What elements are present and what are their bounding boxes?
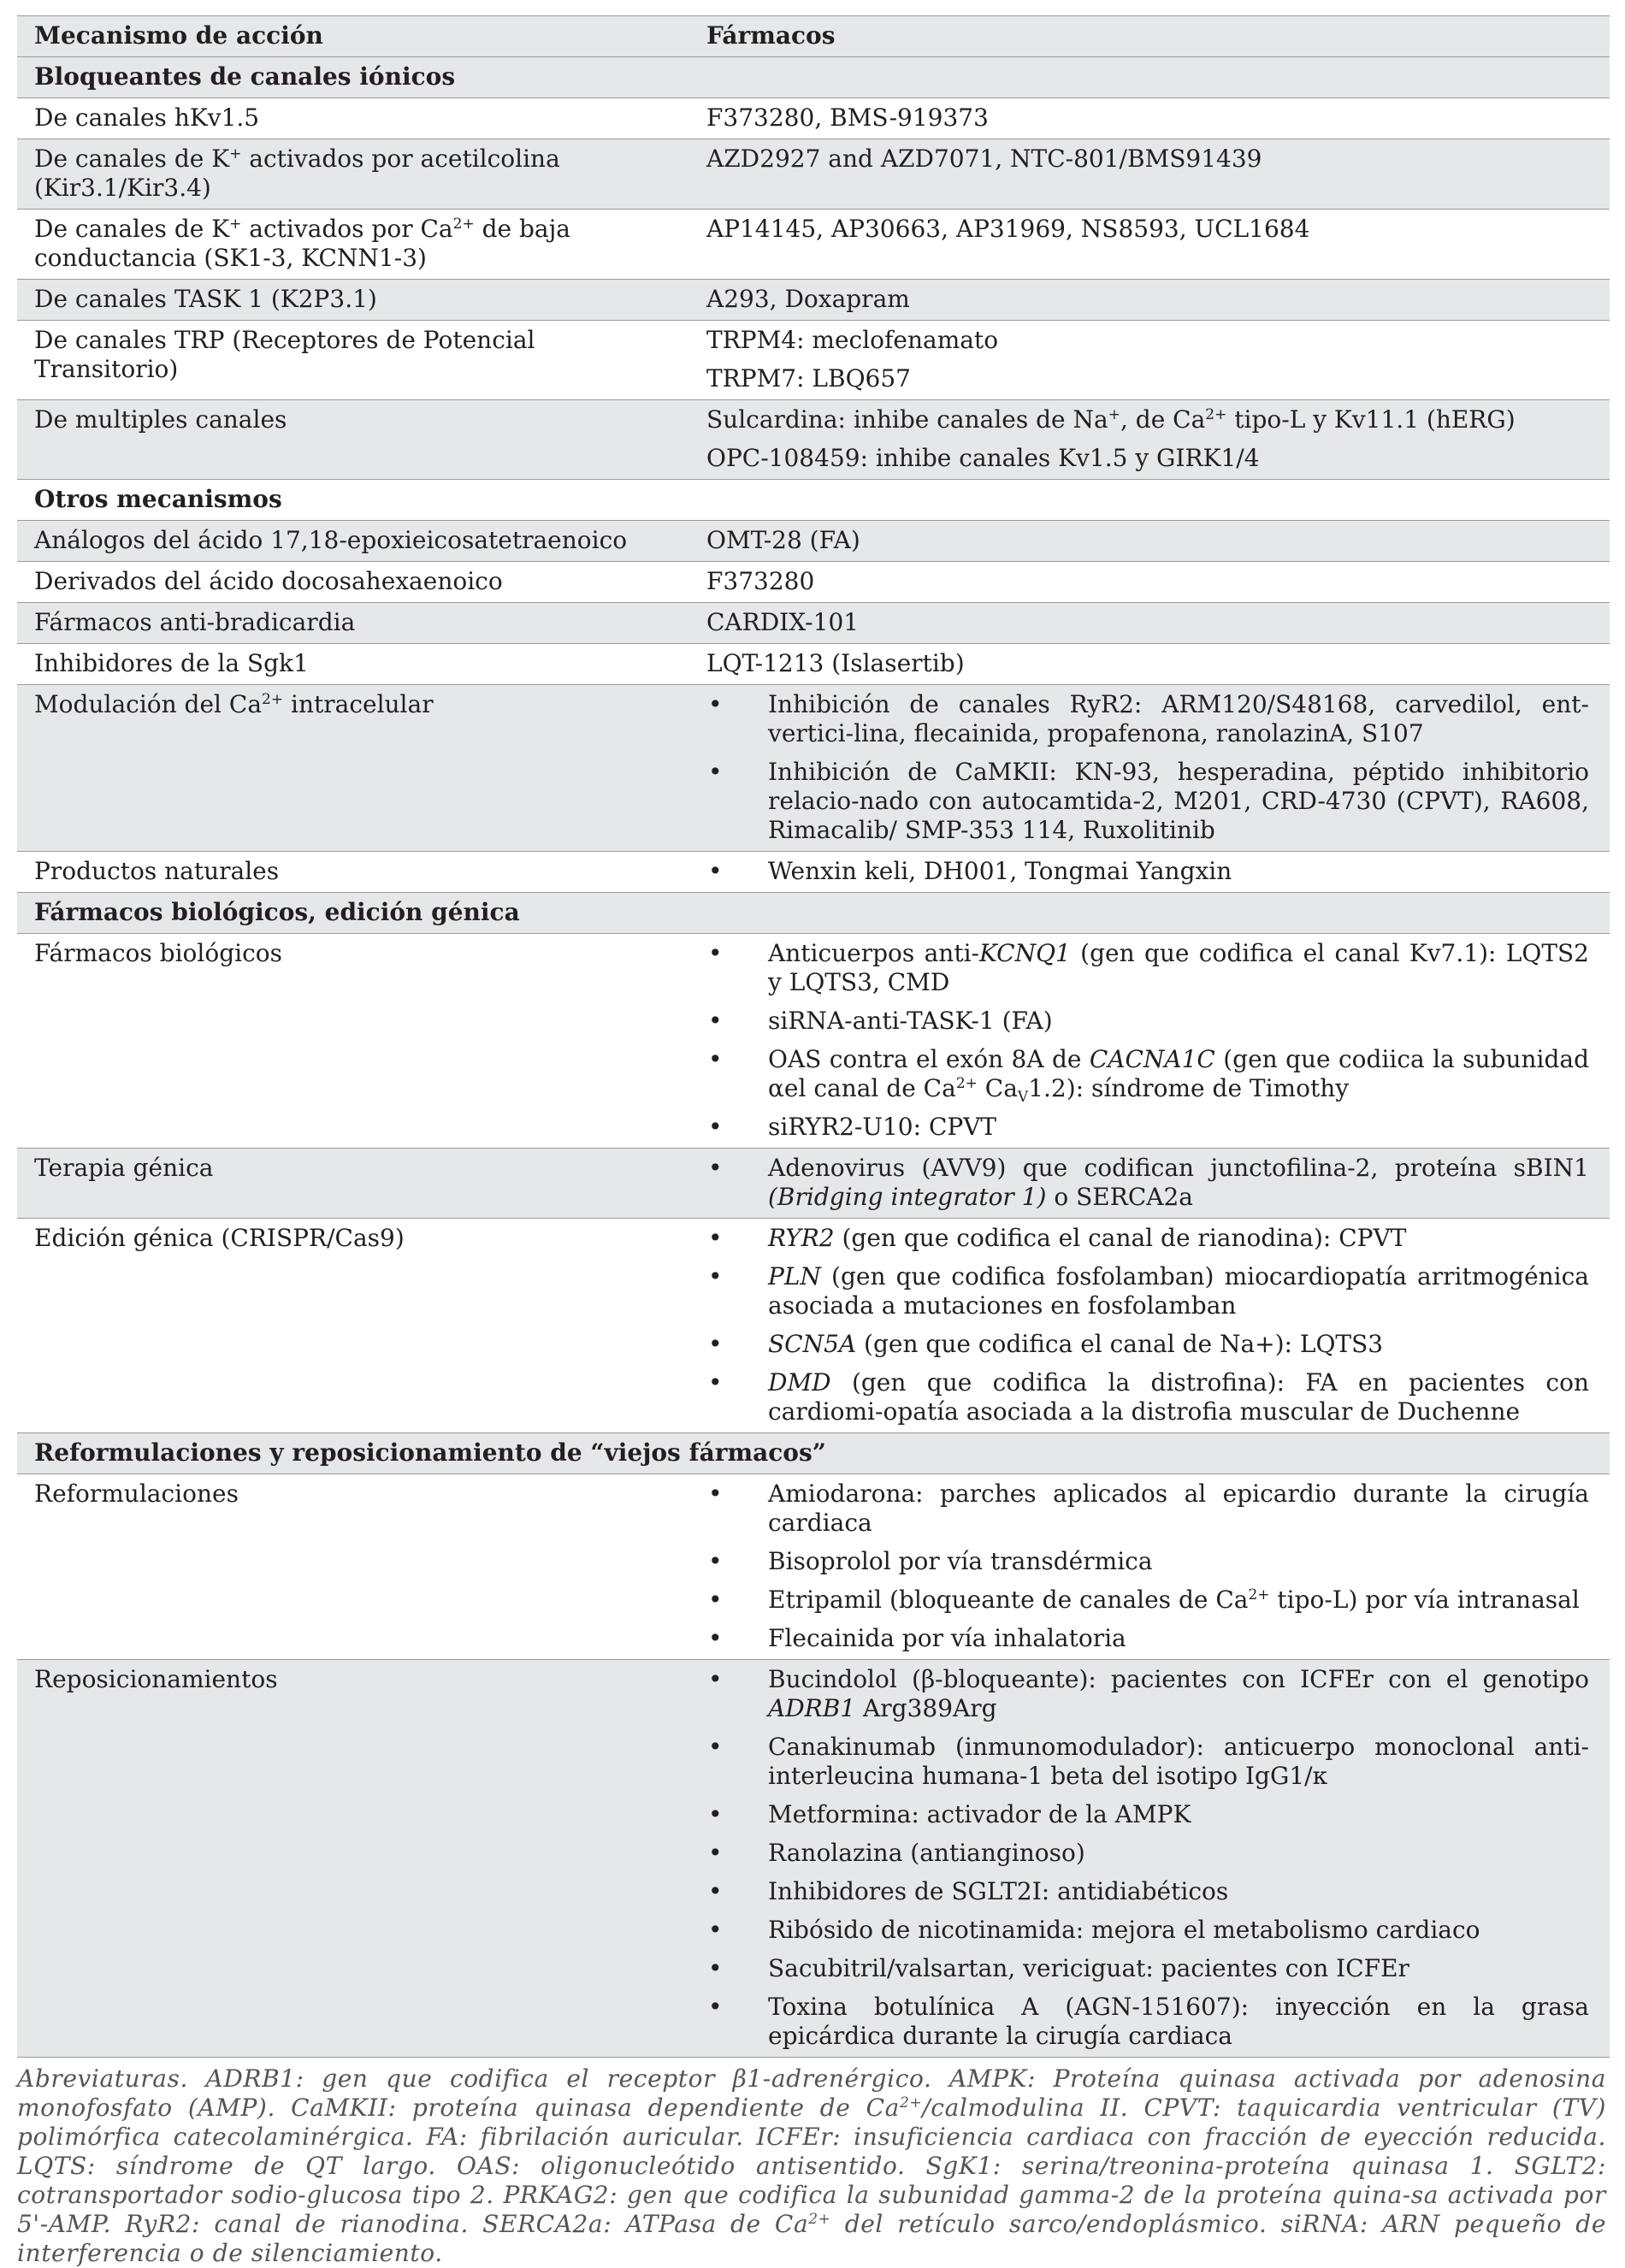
mechanism-cell: Terapia génica — [17, 1149, 689, 1219]
drugs-cell — [689, 1660, 1610, 2058]
table-body — [17, 57, 1610, 2058]
drug-list — [706, 939, 1601, 1142]
table-row — [17, 934, 1610, 1149]
drug-list-item — [706, 758, 1601, 845]
table-row — [17, 139, 1610, 210]
table-row — [17, 321, 1610, 400]
drug-list-item — [706, 1154, 1601, 1212]
mechanism-cell: Reformulaciones — [17, 1474, 689, 1660]
drug-text: OAS contra el exón 8A de CACNA1C (gen que codiica la subunidad αel canal de $Ca^{2+}$ $Ca_V1.2$): síndrome de Timothy — [768, 1045, 1590, 1106]
drugs-cell — [689, 210, 1610, 280]
drugs-cell — [689, 400, 1610, 480]
mechanism-cell: De canales de K+ activados por acetilcolina (Kir3.1/Kir3.4) — [17, 139, 689, 210]
drug-text: Ranolazina (antianginoso) — [768, 1839, 1085, 1867]
drug-list-item — [706, 1733, 1601, 1791]
drug-text: Toxina botulínica A (AGN-151607): inyección en la grasa epicárdica durante la cirugía cardiaca — [768, 1993, 1589, 2050]
drug-list-item — [706, 1586, 1601, 1615]
drug-list-item — [706, 1007, 1601, 1036]
document-page — [17, 15, 1610, 2268]
section-row — [17, 480, 1610, 521]
bullet-icon: • — [708, 1113, 723, 1141]
mechanism-cell: De canales TASK 1 (K2P3.1) — [17, 280, 689, 321]
drug-list-item — [706, 1839, 1601, 1868]
drug-text: PLN (gen que codifica fosfolamban) miocardiopatía arritmogénica asociada a mutaciones en fosfolamban — [768, 1262, 1589, 1320]
section-row — [17, 1433, 1610, 1474]
table-header — [17, 16, 1610, 57]
drug-text: Inhibición de CaMKII: KN-93, hesperadina, péptido inhibitorio relacio-nado con autocamtida-2, M201, CRD-4730 (CPVT), RA608, Rimacalib/ SMP-353 114, Ruxolitinib — [768, 758, 1589, 844]
drug-text: F373280, BMS-919373 — [706, 103, 989, 132]
bullet-icon: • — [708, 690, 723, 718]
drug-list-item — [706, 1877, 1601, 1906]
bullet-icon: • — [708, 1368, 723, 1397]
mechanism-cell: Derivados del ácido docosahexaenoico — [17, 562, 689, 603]
drugs-cell — [689, 1474, 1610, 1660]
drug-list — [706, 1224, 1601, 1426]
table-row — [17, 1149, 1610, 1219]
drug-text: LQT-1213 (Islasertib) — [706, 649, 965, 677]
drug-text: AZD2927 and AZD7071, NTC-801/BMS91439 — [706, 145, 1262, 173]
header-drugs: Fármacos — [689, 16, 1610, 57]
drug-list-item — [706, 1665, 1601, 1723]
bullet-icon: • — [708, 857, 723, 885]
drugs-cell — [689, 603, 1610, 644]
drugs-cell — [689, 562, 1610, 603]
table-row — [17, 685, 1610, 852]
bullet-icon: • — [708, 1045, 723, 1073]
section-row — [17, 57, 1610, 98]
drug-text: Flecainida por vía inhalatoria — [768, 1624, 1126, 1652]
bullet-icon: • — [708, 1224, 723, 1252]
mechanism-cell: Reposicionamientos — [17, 1660, 689, 2058]
mechanism-cell: De multiples canales — [17, 400, 689, 480]
table-row — [17, 400, 1610, 480]
bullet-icon: • — [708, 1954, 723, 1982]
drug-list-item — [706, 1916, 1601, 1945]
drugs-cell — [689, 852, 1610, 893]
bullet-icon: • — [708, 1877, 723, 1905]
drug-text: Inhibición de canales RyR2: ARM120/S48168, carvedilol, ent-vertici-lina, flecainida, propafenona, ranolazinA, S107 — [768, 690, 1589, 747]
mechanism-cell: Análogos del ácido 17,18-epoxieicosatetraenoico — [17, 521, 689, 562]
mechanism-cell: Modulación del $Ca^{2+}$ intracelular — [17, 685, 689, 852]
bullet-icon: • — [708, 1624, 723, 1652]
drug-text: F373280 — [706, 567, 815, 595]
drug-list-item — [706, 1045, 1601, 1106]
mechanism-cell: De canales hKv1.5 — [17, 98, 689, 139]
drug-list — [706, 1665, 1601, 2051]
bullet-icon: • — [708, 1547, 723, 1575]
drug-list — [706, 1154, 1601, 1212]
table-row — [17, 562, 1610, 603]
drug-list-item — [706, 1113, 1601, 1142]
drug-mechanism-table — [17, 15, 1610, 2058]
bullet-icon: • — [708, 1733, 723, 1761]
mechanism-cell: Fármacos anti-bradicardia — [17, 603, 689, 644]
drug-text: A293, Doxapram — [706, 285, 910, 313]
mechanism-cell: De canales de K+ activados por $Ca^{2+}$ de baja conductancia (SK1-3, KCNN1-3) — [17, 210, 689, 280]
mechanism-cell: Edición génica (CRISPR/Cas9) — [17, 1219, 689, 1433]
abbreviations-footnote: Abreviaturas. ADRB1: gen que codifica el receptor β1-adrenérgico. AMPK: Proteína quinasa activada por adenosina monofosfato (AMP). CaMKII: proteína quinasa dependiente de $Ca^{2+}$/calmodulina II. CPVT: taquicardia ventricular (TV) polimórfica catecolaminérgica. FA: fibrilación auricular. ICFEr: insuficiencia cardiaca con fracción de eyección reducida. LQTS: síndrome de QT largo. OAS: oligonucleótido antisentido. SgK1: serina/treonina-proteína quinasa 1. SGLT2: cotransportador sodio-glucosa tipo 2. PRKAG2: gen que codifica la subunidad gamma-2 de la proteína quina-sa activada por 5'-AMP. RyR2: canal de rianodina. SERCA2a: ATPasa de $Ca^{2+}$ del retículo sarco/endoplásmico. siRNA: ARN pequeño de interferencia o de silenciamiento. — [17, 2064, 1606, 2267]
mechanism-cell: Fármacos biológicos — [17, 934, 689, 1149]
drugs-cell — [689, 644, 1610, 685]
section-title: Otros mecanismos — [17, 480, 1610, 521]
drug-list — [706, 1480, 1601, 1653]
drug-text: TRPM7: LBQ657 — [706, 364, 911, 393]
section-row — [17, 893, 1610, 934]
drug-list-item — [706, 1480, 1601, 1538]
drug-text: SCN5A (gen que codifica el canal de Na+): LQTS3 — [768, 1330, 1384, 1358]
drug-list-item — [706, 690, 1601, 748]
bullet-icon: • — [708, 1330, 723, 1358]
drug-text: Bisoprolol por vía transdérmica — [768, 1547, 1153, 1575]
drug-list-item — [706, 1993, 1601, 2051]
drug-list-item — [706, 857, 1601, 886]
table-row — [17, 603, 1610, 644]
table-row — [17, 1660, 1610, 2058]
drug-list — [706, 690, 1601, 845]
drug-list-item — [706, 939, 1601, 997]
bullet-icon: • — [708, 1586, 723, 1614]
drug-text: RYR2 (gen que codifica el canal de rianodina): CPVT — [768, 1224, 1407, 1252]
section-title: Fármacos biológicos, edición génica — [17, 893, 1610, 934]
drug-list — [706, 857, 1601, 886]
drug-text: Anticuerpos anti-KCNQ1 (gen que codifica el canal Kv7.1): LQTS2 y LQTS3, CMD — [768, 939, 1589, 996]
drugs-cell — [689, 1219, 1610, 1433]
drug-list-item — [706, 1262, 1601, 1320]
drug-text: Metformina: activador de la AMPK — [768, 1800, 1191, 1828]
drug-text: Ribósido de nicotinamida: mejora el metabolismo cardiaco — [768, 1916, 1480, 1944]
table-row — [17, 521, 1610, 562]
drug-text: DMD (gen que codifica la distrofina): FA en pacientes con cardiomi-opatía asociada a la distrofia muscular de Duchenne — [768, 1368, 1589, 1426]
drug-text: Sulcardina: inhibe canales de Na+, de $Ca^{2+}$ tipo-L y Kv11.1 (hERG) — [706, 405, 1516, 434]
bullet-icon: • — [708, 1839, 723, 1867]
drug-text: AP14145, AP30663, AP31969, NS8593, UCL1684 — [706, 215, 1310, 243]
bullet-icon: • — [708, 1916, 723, 1944]
drugs-cell — [689, 139, 1610, 210]
drug-text: siRYR2-U10: CPVT — [768, 1113, 997, 1141]
drug-text: CARDIX-101 — [706, 608, 860, 636]
header-mechanism: Mecanismo de acción — [17, 16, 689, 57]
bullet-icon: • — [708, 1800, 723, 1828]
bullet-icon: • — [708, 758, 723, 786]
drug-list-item — [706, 1547, 1601, 1576]
drugs-cell — [689, 934, 1610, 1149]
drugs-cell — [689, 280, 1610, 321]
section-title: Bloqueantes de canales iónicos — [17, 57, 1610, 98]
drug-list-item — [706, 1368, 1601, 1426]
drugs-cell — [689, 321, 1610, 400]
drugs-cell — [689, 521, 1610, 562]
drug-text: TRPM4: meclofenamato — [706, 326, 999, 354]
drugs-cell — [689, 98, 1610, 139]
section-title: Reformulaciones y reposicionamiento de “viejos fármacos” — [17, 1433, 1610, 1474]
bullet-icon: • — [708, 1993, 723, 2021]
table-row — [17, 644, 1610, 685]
drugs-cell — [689, 685, 1610, 852]
table-row — [17, 98, 1610, 139]
drug-text: Inhibidores de SGLT2I: antidiabéticos — [768, 1877, 1229, 1905]
drug-text: Amiodarona: parches aplicados al epicardio durante la cirugía cardiaca — [768, 1480, 1589, 1537]
bullet-icon: • — [708, 1665, 723, 1693]
drug-list-item — [706, 1954, 1601, 1983]
drug-list-item — [706, 1330, 1601, 1359]
mechanism-cell: Inhibidores de la Sgk1 — [17, 644, 689, 685]
table-row — [17, 210, 1610, 280]
table-row — [17, 1219, 1610, 1433]
table-row — [17, 1474, 1610, 1660]
bullet-icon: • — [708, 1154, 723, 1182]
mechanism-cell: Productos naturales — [17, 852, 689, 893]
drug-text: Canakinumab (inmunomodulador): anticuerpo monoclonal anti-interleucina humana-1 beta del isotipo IgG1/κ — [768, 1733, 1589, 1790]
drug-text: Sacubitril/valsartan, vericiguat: pacientes con ICFEr — [768, 1954, 1409, 1982]
bullet-icon: • — [708, 1007, 723, 1035]
drug-text: OMT-28 (FA) — [706, 526, 860, 554]
drugs-cell — [689, 1149, 1610, 1219]
mechanism-cell: De canales TRP (Receptores de Potencial Transitorio) — [17, 321, 689, 400]
drug-text: OPC-108459: inhibe canales Kv1.5 y GIRK1/4 — [706, 444, 1260, 472]
bullet-icon: • — [708, 1480, 723, 1508]
drug-text: Adenovirus (AVV9) que codifican junctofilina-2, proteína sBIN1 (Bridging integrator 1) o SERCA2a — [768, 1154, 1589, 1211]
bullet-icon: • — [708, 939, 723, 967]
table-row — [17, 852, 1610, 893]
drug-list-item — [706, 1624, 1601, 1653]
drug-text: Bucindolol (β-bloqueante): pacientes con ICFEr con el genotipo ADRB1 Arg389Arg — [768, 1665, 1589, 1722]
table-row — [17, 280, 1610, 321]
drug-text: siRNA-anti-TASK-1 (FA) — [768, 1007, 1053, 1035]
drug-list-item — [706, 1224, 1601, 1253]
drug-text: Etripamil (bloqueante de canales de $Ca^{2+}$ tipo-L) por vía intranasal — [768, 1586, 1580, 1614]
bullet-icon: • — [708, 1262, 723, 1291]
drug-text: Wenxin keli, DH001, Tongmai Yangxin — [768, 857, 1232, 885]
drug-list-item — [706, 1800, 1601, 1829]
